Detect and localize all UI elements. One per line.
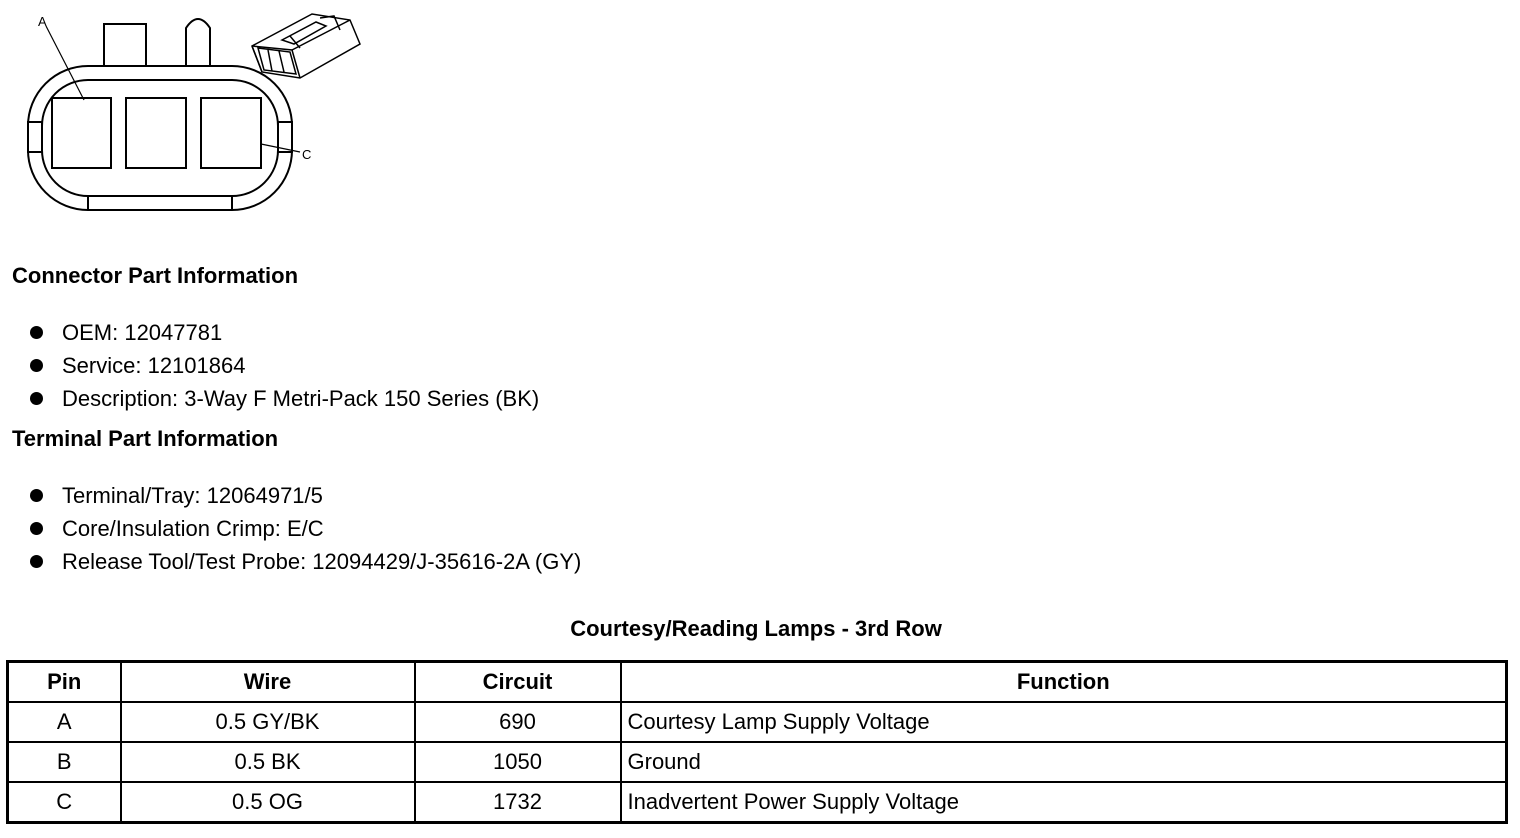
circuit-cell: 1732 bbox=[415, 782, 621, 823]
crimp-info: Core/Insulation Crimp: E/C bbox=[62, 516, 324, 541]
bullet-icon bbox=[30, 392, 43, 405]
table-row bbox=[8, 742, 1507, 782]
connector-tab-left bbox=[104, 24, 146, 66]
terminal-part-info-heading: Terminal Part Information bbox=[12, 426, 279, 451]
list-item bbox=[28, 512, 581, 545]
circuit-cell: 1050 bbox=[415, 742, 621, 782]
pin-cell: B bbox=[8, 742, 121, 782]
wire-cell: 0.5 GY/BK bbox=[121, 702, 415, 742]
column-header-circuit: Circuit bbox=[415, 662, 621, 703]
bullet-icon bbox=[30, 489, 43, 502]
cavity-a bbox=[52, 98, 111, 168]
connector-diagram bbox=[0, 0, 380, 225]
table-caption: Courtesy/Reading Lamps - 3rd Row bbox=[570, 616, 942, 641]
wire-cell: 0.5 OG bbox=[121, 782, 415, 823]
wire-cell: 0.5 BK bbox=[121, 742, 415, 782]
column-header-function: Function bbox=[621, 662, 1507, 703]
terminal-tray: Terminal/Tray: 12064971/5 bbox=[62, 483, 323, 508]
oem-part-number: OEM: 12047781 bbox=[62, 320, 223, 345]
cavity-c bbox=[201, 98, 261, 168]
bullet-icon bbox=[30, 359, 43, 372]
pin-label-c: C bbox=[302, 147, 312, 162]
connector-description: Description: 3-Way F Metri-Pack 150 Series (BK) bbox=[62, 386, 540, 411]
bullet-icon bbox=[30, 555, 43, 568]
release-tool: Release Tool/Test Probe: 12094429/J-35616-2A (GY) bbox=[62, 549, 582, 574]
function-cell: Courtesy Lamp Supply Voltage bbox=[621, 702, 1507, 742]
pin-cell: C bbox=[8, 782, 121, 823]
table-row bbox=[8, 702, 1507, 742]
function-cell: Inadvertent Power Supply Voltage bbox=[621, 782, 1507, 823]
pin-cell: A bbox=[8, 702, 121, 742]
bullet-icon bbox=[30, 326, 43, 339]
list-item bbox=[28, 349, 539, 382]
table-row bbox=[8, 782, 1507, 823]
connector-part-info-list bbox=[28, 316, 539, 415]
pin-label-a: A bbox=[38, 14, 47, 29]
column-header-wire: Wire bbox=[121, 662, 415, 703]
terminal-part-info-list bbox=[28, 479, 581, 578]
cavity-b bbox=[126, 98, 186, 168]
service-part-number: Service: 12101864 bbox=[62, 353, 246, 378]
table-header-row bbox=[8, 662, 1507, 703]
list-item bbox=[28, 316, 539, 349]
list-item bbox=[28, 545, 581, 578]
bullet-icon bbox=[30, 522, 43, 535]
function-cell: Ground bbox=[621, 742, 1507, 782]
connector-part-info-heading: Connector Part Information bbox=[12, 263, 299, 288]
connector-thumbnail bbox=[252, 14, 360, 78]
circuit-cell: 690 bbox=[415, 702, 621, 742]
list-item bbox=[28, 479, 581, 512]
pinout-table bbox=[6, 660, 1508, 824]
list-item bbox=[28, 382, 539, 415]
column-header-pin: Pin bbox=[8, 662, 121, 703]
